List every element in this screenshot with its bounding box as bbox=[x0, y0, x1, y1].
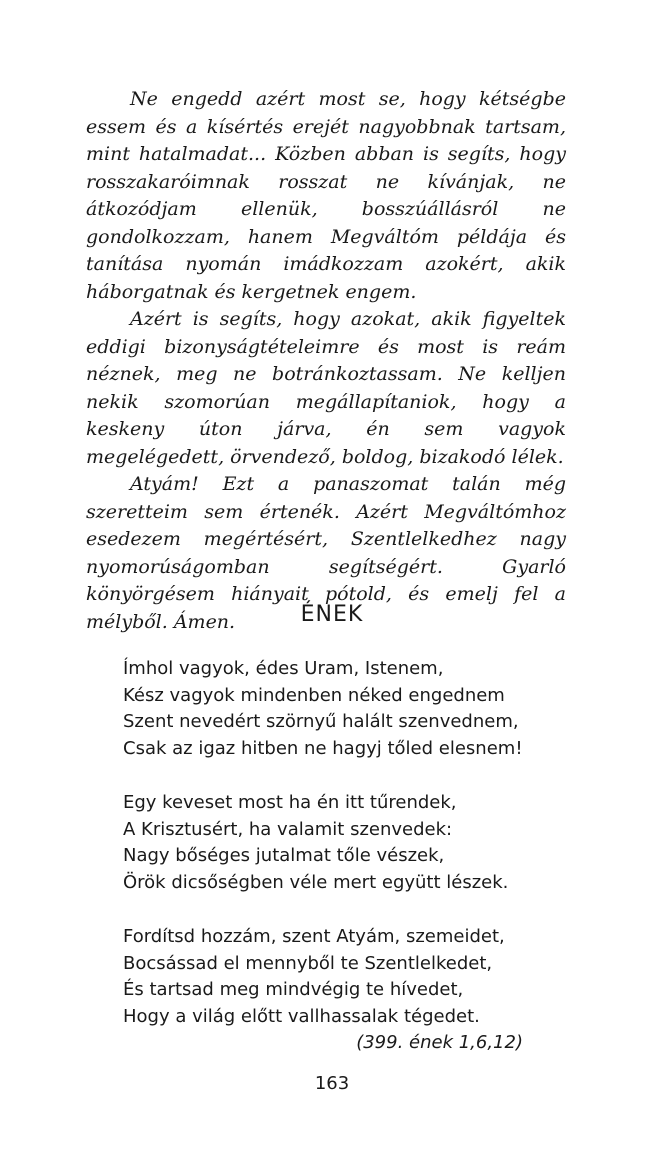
verse-line: Szent nevedért szörnyű halált szenvednem, bbox=[123, 711, 519, 732]
page-number: 163 bbox=[314, 1073, 350, 1094]
prayer-paragraph-1: Ne engedd azért most se, hogy kétségbe essem és a kísértés erejét nagyobbnak tartsam, mint hatalmadat... Közben abban is segíts, hogy rosszakaróimnak rosszat ne kívánjak, ne átkozódjam ellenük, bosszúállásról ne gondolkozzam, hanem Megváltóm példája és tanítása nyomán imádkozzam azokért, akik háborgatnak és kergetnek engem. bbox=[86, 88, 566, 303]
stanza-3 bbox=[123, 924, 543, 1030]
verse-line: Nagy bőséges jutalmat tőle vészek, bbox=[123, 845, 445, 866]
verse-line: Örök dicsőségben véle mert együtt lészek. bbox=[123, 871, 509, 893]
prayer-paragraph-3: Atyám! Ezt a panaszomat talán még szeretteim sem értenék. Azért Megváltómhoz esedezem megértésért, Szentlelkedhez nagy nyomorúságomban segítségért. Gyarló könyörgésem hiányait pótold, és emelj fel a mélyből. Ámen. bbox=[86, 473, 566, 633]
verse-line: És tartsad meg mindvégig te hívedet, bbox=[123, 979, 464, 1000]
verse-line: Kész vagyok mindenben néked engednem bbox=[123, 684, 505, 706]
stanza-2 bbox=[123, 790, 543, 896]
verse-line: Fordítsd hozzám, szent Atyám, szemeidet, bbox=[123, 926, 505, 947]
stanza-1 bbox=[123, 656, 543, 762]
prayer-text bbox=[86, 86, 566, 636]
song-title: ÉNEK bbox=[300, 602, 364, 627]
hymn-source-reference: (399. ének 1,6,12) bbox=[356, 1032, 523, 1053]
verse-line: Csak az igaz hitben ne hagyj tőled elesnem! bbox=[123, 737, 523, 759]
verse-line: Ímhol vagyok, édes Uram, Istenem, bbox=[123, 658, 444, 679]
song-verses bbox=[123, 656, 543, 1057]
verse-line: Bocsássad el mennyből te Szentlelkedet, bbox=[123, 952, 493, 974]
verse-line: A Krisztusért, ha valamit szenvedek: bbox=[123, 818, 453, 840]
prayer-paragraph-2: Azért is segíts, hogy azokat, akik figyeltek eddigi bizonyságtételeimre és most is reám néznek, meg ne botránkoztassam. Ne kelljen nekik szomorúan megállapítaniok, hogy a keskeny úton járva, én sem vagyok megelégedett, örvendező, boldog, bizakodó lélek. bbox=[86, 308, 566, 468]
verse-line: Egy keveset most ha én itt tűrendek, bbox=[123, 792, 457, 813]
verse-line: Hogy a világ előtt vallhassalak tégedet. bbox=[123, 1005, 480, 1027]
